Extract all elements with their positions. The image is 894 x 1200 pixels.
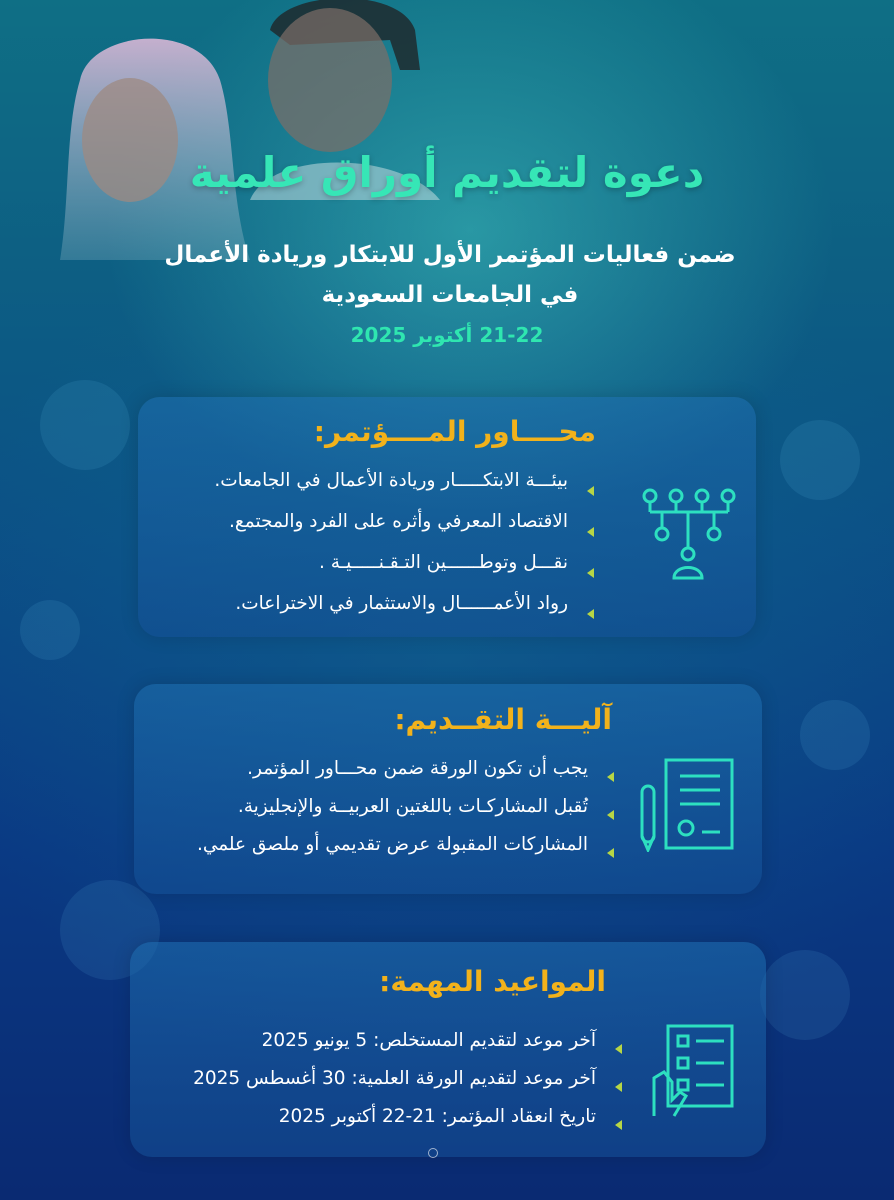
bokeh-light — [780, 420, 860, 500]
subtitle-line: ضمن فعاليات المؤتمر الأول للابتكار وريادة الأعمال — [164, 242, 736, 268]
deadlines-title: المواعيد المهمة: — [379, 965, 606, 998]
bullet-triangle-icon — [607, 848, 614, 858]
themes-list — [214, 470, 594, 634]
mechanism-title: آليـــة التقــديم: — [394, 703, 612, 736]
list-item: رواد الأعمــــــال والاستثمار في الاختراعات. — [214, 593, 594, 634]
list-item: بيئـــة الابتكـــــار وريادة الأعمال في الجامعات. — [214, 470, 594, 511]
list-item: تُقبل المشاركـات باللغتين العربيــة والإنجليزية. — [197, 796, 614, 834]
bullet-triangle-icon — [587, 486, 594, 496]
bokeh-light — [760, 950, 850, 1040]
bullet-triangle-icon — [607, 810, 614, 820]
subtitle-line: في الجامعات السعودية — [321, 282, 579, 308]
list-item: آخر موعد لتقديم المستخلص: 5 يونيو 2025 — [193, 1030, 622, 1068]
subtitle — [150, 235, 750, 315]
mechanism-list — [197, 758, 614, 872]
bullet-triangle-icon — [587, 609, 594, 619]
deadlines-list — [193, 1030, 622, 1144]
list-item: نقـــل وتوطــــــين التـقـنـــــيـة . — [214, 552, 594, 593]
list-item: آخر موعد لتقديم الورقة العلمية: 30 أغسطس 2025 — [193, 1068, 622, 1106]
bullet-triangle-icon — [615, 1120, 622, 1130]
bullet-triangle-icon — [607, 772, 614, 782]
bokeh-light — [20, 600, 80, 660]
list-item: الاقتصاد المعرفي وأثره على الفرد والمجتمع. — [214, 511, 594, 552]
checklist-hand-icon — [650, 1022, 736, 1118]
carousel-dot — [428, 1148, 438, 1158]
bokeh-light — [40, 380, 130, 470]
themes-title: محــــاور المــــؤتمر: — [313, 415, 596, 448]
bokeh-light — [800, 700, 870, 770]
list-item: المشاركات المقبولة عرض تقديمي أو ملصق علمي. — [197, 834, 614, 872]
list-item: تاريخ انعقاد المؤتمر: 21-22 أكتوبر 2025 — [193, 1106, 622, 1144]
page-title: دعوة لتقديم أوراق علمية — [189, 148, 705, 197]
network-hierarchy-icon — [640, 486, 736, 582]
bullet-triangle-icon — [587, 568, 594, 578]
document-pen-icon — [640, 756, 736, 852]
bullet-triangle-icon — [615, 1044, 622, 1054]
bullet-triangle-icon — [587, 527, 594, 537]
conference-dates: 21-22 أكتوبر 2025 — [350, 323, 544, 347]
woman-photo — [60, 20, 260, 260]
list-item: يجب أن تكون الورقة ضمن محـــاور المؤتمر. — [197, 758, 614, 796]
bullet-triangle-icon — [615, 1082, 622, 1092]
